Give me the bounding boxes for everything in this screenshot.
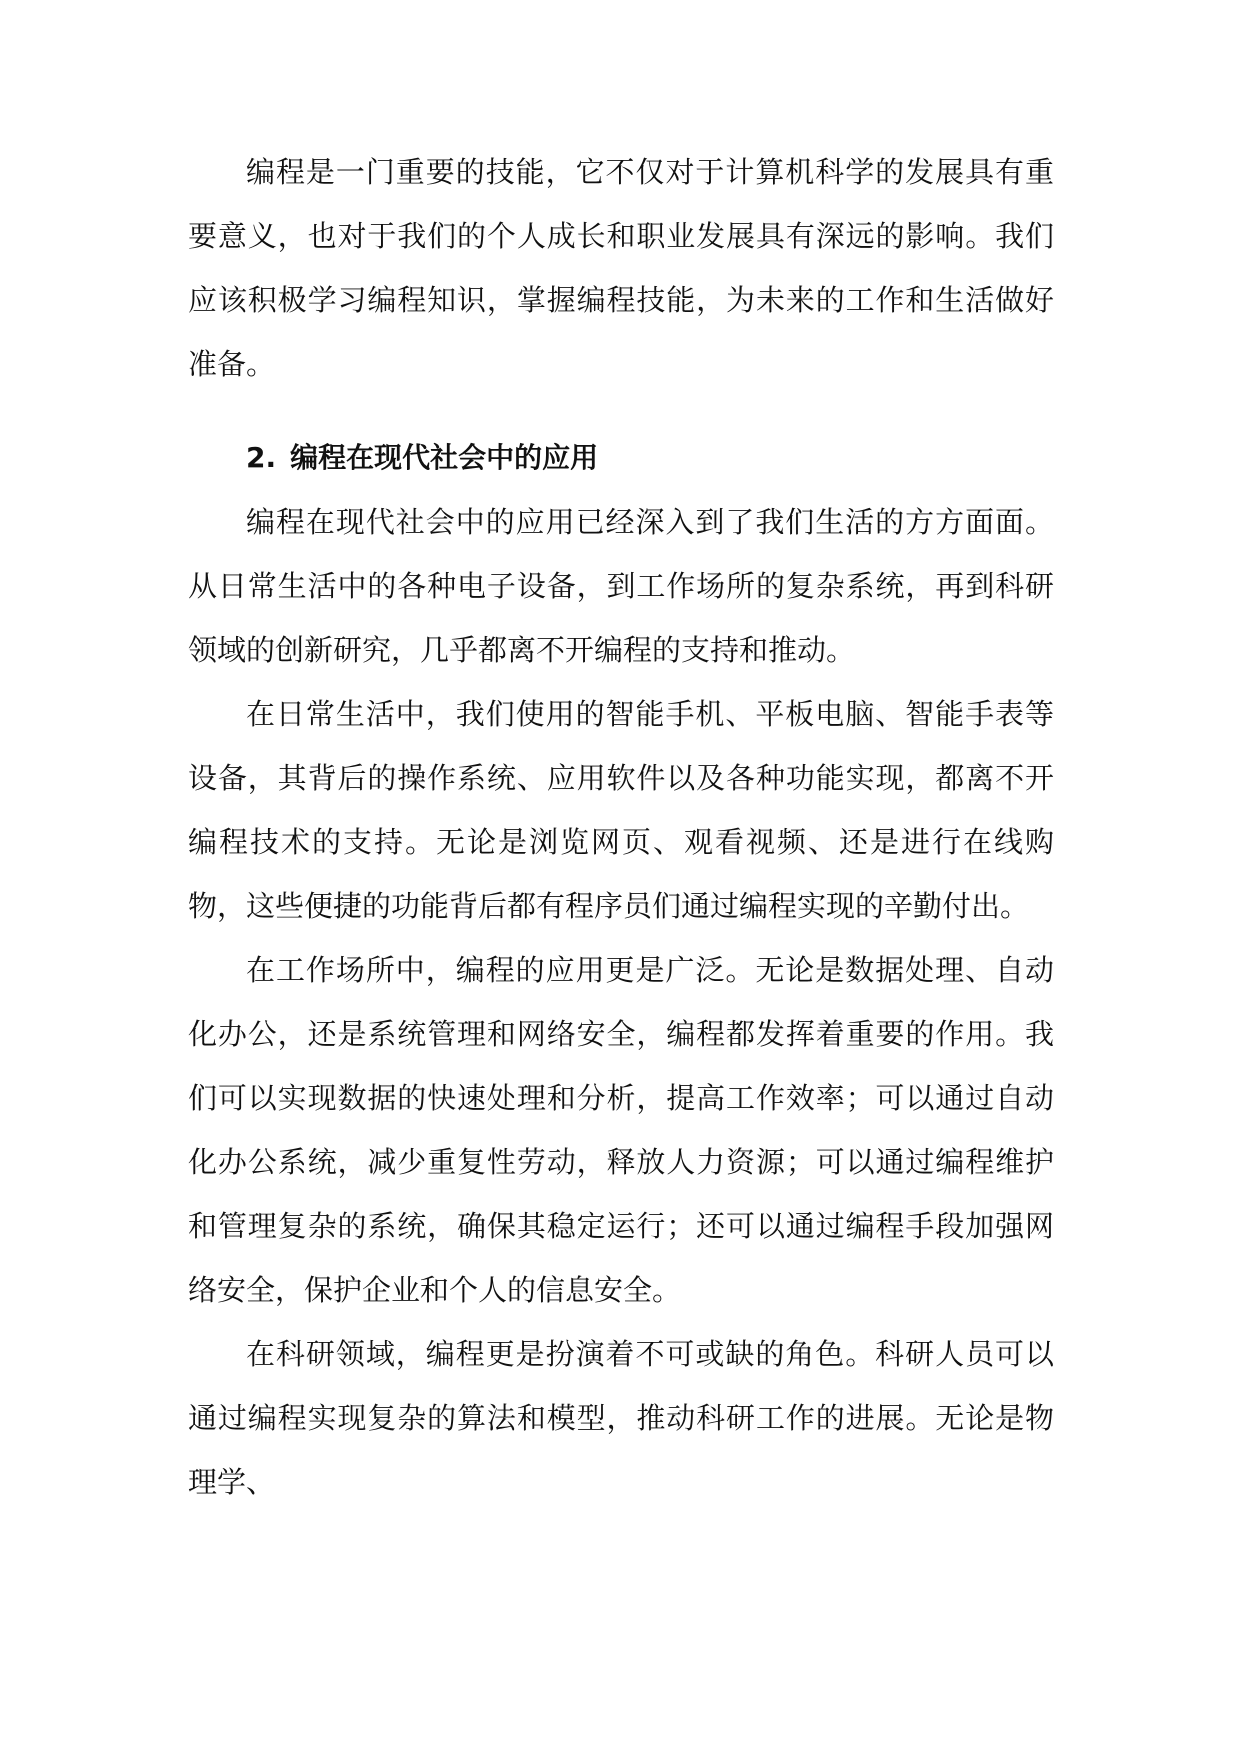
body-paragraph: 在科研领域，编程更是扮演着不可或缺的角色。科研人员可以通过编程实现复杂的算法和模型，推动科研工作的进展。无论是物理学、 bbox=[188, 1337, 1054, 1499]
section-heading bbox=[188, 426, 1054, 490]
section-number: 2. bbox=[246, 441, 277, 474]
intro-paragraph: 编程是一门重要的技能，它不仅对于计算机科学的发展具有重要意义，也对于我们的个人成长和职业发展具有深远的影响。我们应该积极学习编程知识，掌握编程技能，为未来的工作和生活做好准备。 bbox=[188, 155, 1054, 381]
body-paragraph: 在日常生活中，我们使用的智能手机、平板电脑、智能手表等设备，其背后的操作系统、应用软件以及各种功能实现，都离不开编程技术的支持。无论是浏览网页、观看视频、还是进行在线购物，这些便捷的功能背后都有程序员们通过编程实现的辛勤付出。 bbox=[188, 697, 1054, 923]
section-title: 编程在现代社会中的应用 bbox=[290, 441, 599, 474]
body-paragraph: 编程在现代社会中的应用已经深入到了我们生活的方方面面。从日常生活中的各种电子设备，到工作场所的复杂系统，再到科研领域的创新研究，几乎都离不开编程的支持和推动。 bbox=[188, 505, 1054, 667]
document-page bbox=[188, 140, 1054, 1514]
body-paragraph: 在工作场所中，编程的应用更是广泛。无论是数据处理、自动化办公，还是系统管理和网络安全，编程都发挥着重要的作用。我们可以实现数据的快速处理和分析，提高工作效率；可以通过自动化办公系统，减少重复性劳动，释放人力资源；可以通过编程维护和管理复杂的系统，确保其稳定运行；还可以通过编程手段加强网络安全，保护企业和个人的信息安全。 bbox=[188, 953, 1054, 1307]
